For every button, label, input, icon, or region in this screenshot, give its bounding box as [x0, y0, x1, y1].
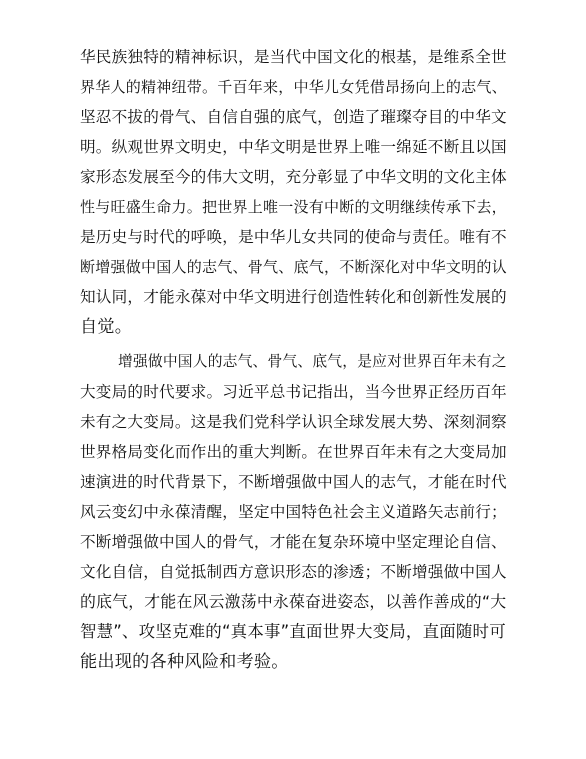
- text-line: 知认同，才能永葆对中华文明进行创造性转化和创新性发展的: [80, 288, 507, 306]
- text-line: 坚忍不拔的骨气、自信自强的底气，创造了璀璨夺目的中华文: [80, 108, 507, 126]
- text-line: 华民族独特的精神标识，是当代中国文化的根基，是维系全世: [80, 48, 507, 66]
- text-line: 家形态发展至今的伟大文明，充分彰显了中华文明的文化主体: [80, 168, 507, 186]
- text-line: 文化自信，自觉抵制西方意识形态的渗透；不断增强做中国人: [80, 563, 507, 581]
- text-line: 是历史与时代的呼唤，是中华儿女共同的使命与责任。唯有不: [80, 228, 507, 246]
- text-line: 自觉。: [80, 317, 133, 337]
- text-line: 界华人的精神纽带。千百年来，中华儿女凭借昂扬向上的志气、: [80, 78, 507, 96]
- text-line: 性与旺盛生命力。把世界上唯一没有中断的文明继续传承下去，: [80, 198, 507, 216]
- text-line: 世界格局变化而作出的重大判断。在世界百年未有之大变局加: [80, 443, 507, 461]
- text-line: 断增强做中国人的志气、骨气、底气，不断深化对中华文明的认: [80, 258, 507, 276]
- text-line: 明。纵观世界文明史，中华文明是世界上唯一绵延不断且以国: [80, 138, 507, 156]
- text-line: 未有之大变局。这是我们党科学认识全球发展大势、深刻洞察: [80, 413, 507, 431]
- text-line: 增强做中国人的志气、骨气、底气，是应对世界百年未有之: [118, 353, 507, 370]
- text-line: 能出现的各种风险和考验。: [80, 652, 289, 672]
- text-line: 不断增强做中国人的骨气，才能在复杂环境中坚定理论自信、: [80, 533, 507, 551]
- text-line: 大变局的时代要求。习近平总书记指出，当今世界正经历百年: [80, 383, 507, 401]
- text-line: 风云变幻中永葆清醒，坚定中国特色社会主义道路矢志前行；: [80, 503, 507, 521]
- text-line: 智慧”、攻坚克难的“真本事”直面世界大变局，直面随时可: [80, 622, 506, 641]
- text-line: 的底气，才能在风云激荡中永葆奋进姿态，以善作善成的“大: [80, 592, 507, 611]
- text-line: 速演进的时代背景下，不断增强做中国人的志气，才能在时代: [80, 473, 507, 491]
